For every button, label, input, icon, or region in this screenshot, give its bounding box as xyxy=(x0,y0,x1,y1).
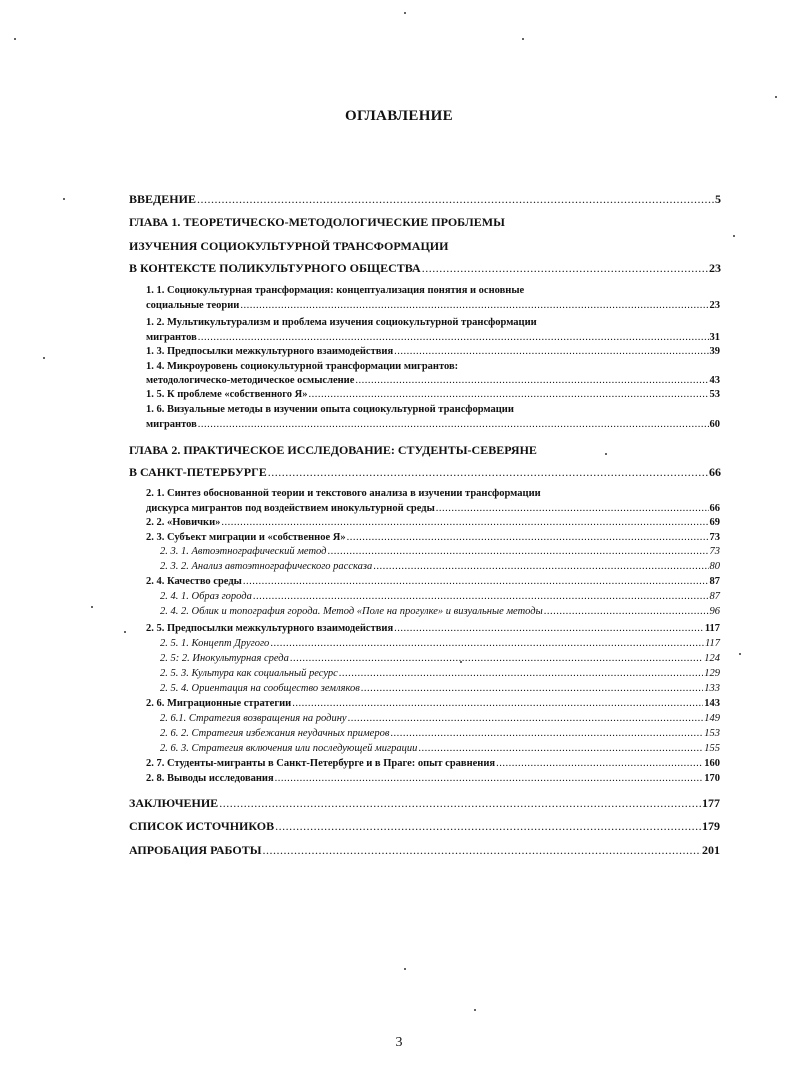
toc-subsection-2-6-3 xyxy=(160,744,720,755)
toc-section-1-4-line1: 1. 4. Микроуровень социокультурной трансформации мигрантов: xyxy=(146,361,459,372)
dot-leader xyxy=(275,820,701,832)
toc-subsection-2-4-2 xyxy=(160,607,720,618)
toc-entry-page: 66 xyxy=(709,465,721,479)
dot-leader xyxy=(290,654,703,665)
toc-entry-title: В КОНТЕКСТЕ ПОЛИКУЛЬТУРНОГО ОБЩЕСТВА xyxy=(129,261,421,275)
dot-leader xyxy=(355,376,708,387)
toc-entry-page: 5 xyxy=(715,192,721,206)
toc-entry-title: ЗАКЛЮЧЕНИЕ xyxy=(129,796,219,810)
toc-entry-page: 143 xyxy=(704,698,720,709)
dot-leader xyxy=(240,301,708,312)
dot-leader xyxy=(348,714,704,725)
toc-entry-title: 2. 5. Предпосылки межкультурного взаимодействия xyxy=(146,623,394,634)
scan-speck xyxy=(522,38,524,40)
toc-entry-title: мигрантов xyxy=(146,332,197,343)
scan-speck xyxy=(124,631,126,633)
toc-subsection-2-3-2 xyxy=(160,562,720,573)
toc-entry-page: 23 xyxy=(709,300,720,311)
dot-leader xyxy=(418,744,703,755)
scan-speck xyxy=(404,968,406,970)
toc-entry-title: АПРОБАЦИЯ РАБОТЫ xyxy=(129,843,262,857)
toc-entry-page: 87 xyxy=(709,591,720,602)
toc-section-1-2-line1: 1. 2. Мультикультурализм и проблема изучения социокультурной трансформации xyxy=(146,317,537,328)
scan-speck xyxy=(63,198,65,200)
toc-entry-title: 2. 8. Выводы исследования xyxy=(146,773,274,784)
toc-entry-title: 2. 2. «Новички» xyxy=(146,517,221,528)
toc-entry-page: 201 xyxy=(702,843,720,857)
toc-subsection-2-5-2 xyxy=(160,654,720,665)
toc-section-2-1-line1: 2. 1. Синтез обоснованной теории и текстового анализа в изучении трансформации xyxy=(146,488,541,499)
toc-entry-title: 2. 5. 3. Культура как социальный ресурс xyxy=(160,668,338,679)
toc-entry-page: 117 xyxy=(705,638,720,649)
dot-leader xyxy=(270,639,704,650)
dot-leader xyxy=(243,577,709,588)
scan-speck xyxy=(43,357,45,359)
toc-chapter1-heading-line3 xyxy=(129,262,721,274)
dot-leader xyxy=(221,518,708,529)
toc-chapter2-heading-line1: ГЛАВА 2. ПРАКТИЧЕСКОЕ ИССЛЕДОВАНИЕ: СТУДЕНТЫ-СЕВЕРЯНЕ xyxy=(129,443,537,457)
toc-entry-page: 73 xyxy=(709,532,720,543)
dot-leader xyxy=(197,193,714,205)
dot-leader xyxy=(436,504,709,515)
toc-entry-page: 39 xyxy=(709,346,720,357)
toc-entry-page: 80 xyxy=(709,561,720,572)
toc-entry-title: ВВЕДЕНИЕ xyxy=(129,192,196,206)
toc-section-2-7 xyxy=(146,759,720,770)
toc-entry-title: дискурса мигрантов под воздействием инокультурной среды xyxy=(146,503,435,514)
dot-leader xyxy=(422,262,708,274)
toc-subsection-2-5-3 xyxy=(160,669,720,680)
toc-entry-title: мигрантов xyxy=(146,419,197,430)
toc-subsection-2-6-1 xyxy=(160,714,720,725)
toc-entry-page: 73 xyxy=(709,546,720,557)
dot-leader xyxy=(361,684,703,695)
toc-entry-page: 124 xyxy=(704,653,720,664)
toc-entry-page: 170 xyxy=(704,773,720,784)
toc-section-1-6-line1: 1. 6. Визуальные методы в изучении опыта социокультурной трансформации xyxy=(146,404,514,415)
toc-entry-title: 2. 6. 2. Стратегия избежания неудачных примеров xyxy=(160,728,390,739)
toc-section-1-2-line2 xyxy=(146,333,720,344)
page-number: 3 xyxy=(395,1035,403,1050)
toc-chapter1-heading-line2: ИЗУЧЕНИЯ СОЦИОКУЛЬТУРНОЙ ТРАНСФОРМАЦИИ xyxy=(129,239,449,253)
scan-speck xyxy=(605,453,607,455)
toc-entry-references xyxy=(129,820,720,832)
toc-entry-page: 177 xyxy=(702,796,720,810)
toc-chapter2-heading-line2 xyxy=(129,466,721,478)
toc-entry-page: 133 xyxy=(704,683,720,694)
toc-section-2-6 xyxy=(146,699,720,710)
scan-speck xyxy=(14,38,16,40)
toc-entry-title: методологическо-методическое осмысление xyxy=(146,375,355,386)
toc-subsection-2-4-1 xyxy=(160,592,720,603)
page-title: ОГЛАВЛЕНИЕ xyxy=(345,108,453,124)
toc-entry-title: 2. 3. 1. Автоэтнографический метод xyxy=(160,546,327,557)
toc-subsection-2-3-1 xyxy=(160,547,720,558)
toc-section-1-1-line1: 1. 1. Социокультурная трансформация: концептуализация понятия и основные xyxy=(146,285,525,296)
toc-section-2-8 xyxy=(146,774,720,785)
toc-chapter1-heading-line1: ГЛАВА 1. ТЕОРЕТИЧЕСКО-МЕТОДОЛОГИЧЕСКИЕ ПРОБЛЕМЫ xyxy=(129,215,505,229)
toc-section-1-6-line2 xyxy=(146,420,720,431)
dot-leader xyxy=(327,547,708,558)
toc-section-2-1-line2 xyxy=(146,504,720,515)
toc-entry-page: 160 xyxy=(704,758,720,769)
toc-entry-title: 2. 4. 1. Образ города xyxy=(160,591,252,602)
toc-entry-title: 1. 5. К проблеме «собственного Я» xyxy=(146,389,308,400)
toc-entry-title: 2. 5. 4. Ориентация на сообщество земляков xyxy=(160,683,360,694)
toc-entry-title: 1. 3. Предпосылки межкультурного взаимодействия xyxy=(146,346,394,357)
scan-speck xyxy=(460,661,462,663)
dot-leader xyxy=(198,420,709,431)
dot-leader xyxy=(373,562,708,573)
dot-leader xyxy=(275,774,704,785)
toc-entry-page: 66 xyxy=(709,503,720,514)
toc-entry-introduction xyxy=(129,193,721,205)
toc-entry-page: 31 xyxy=(709,332,720,343)
toc-entry-page: 179 xyxy=(702,819,720,833)
toc-entry-page: 60 xyxy=(709,419,720,430)
toc-subsection-2-5-4 xyxy=(160,684,720,695)
toc-entry-conclusion xyxy=(129,797,720,809)
toc-entry-title: 2. 6.1. Стратегия возвращения на родину xyxy=(160,713,347,724)
toc-entry-page: 23 xyxy=(709,261,721,275)
dot-leader xyxy=(198,333,709,344)
toc-subsection-2-6-2 xyxy=(160,729,720,740)
toc-section-2-3 xyxy=(146,533,720,544)
toc-section-2-2 xyxy=(146,518,720,529)
toc-section-1-4-line2 xyxy=(146,376,720,387)
scan-speck xyxy=(733,235,735,237)
toc-entry-title: 2. 3. Субъект миграции и «собственное Я» xyxy=(146,532,346,543)
dot-leader xyxy=(253,592,709,603)
toc-entry-page: 129 xyxy=(704,668,720,679)
toc-entry-page: 155 xyxy=(704,743,720,754)
toc-section-2-5 xyxy=(146,624,720,635)
dot-leader xyxy=(544,607,709,618)
dot-leader xyxy=(339,669,703,680)
dot-leader xyxy=(496,759,703,770)
toc-entry-page: 149 xyxy=(704,713,720,724)
toc-entry-approbation xyxy=(129,844,720,856)
dot-leader xyxy=(219,797,701,809)
toc-section-1-5 xyxy=(146,390,720,401)
toc-section-1-1-line2 xyxy=(146,301,720,312)
toc-entry-page: 69 xyxy=(709,517,720,528)
toc-entry-title: 2. 3. 2. Анализ автоэтнографического рассказа xyxy=(160,561,373,572)
scan-speck xyxy=(739,653,741,655)
toc-section-2-4 xyxy=(146,577,720,588)
dot-leader xyxy=(394,624,704,635)
toc-entry-title: 2. 6. Миграционные стратегии xyxy=(146,698,292,709)
toc-entry-page: 117 xyxy=(704,623,720,634)
toc-section-1-3 xyxy=(146,347,720,358)
dot-leader xyxy=(268,466,708,478)
toc-entry-page: 53 xyxy=(709,389,720,400)
toc-entry-title: СПИСОК ИСТОЧНИКОВ xyxy=(129,819,275,833)
scan-speck xyxy=(775,96,777,98)
toc-entry-title: 2. 4. 2. Облик и топография города. Метод «Поле на прогулке» и визуальные методы xyxy=(160,606,543,617)
dot-leader xyxy=(390,729,703,740)
toc-subsection-2-5-1 xyxy=(160,639,720,650)
toc-entry-title: 2. 7. Студенты-мигранты в Санкт-Петербурге и в Праге: опыт сравнения xyxy=(146,758,496,769)
dot-leader xyxy=(263,844,701,856)
dot-leader xyxy=(347,533,709,544)
toc-entry-title: 2. 5: 2. Инокультурная среда xyxy=(160,653,289,664)
toc-entry-title: В САНКТ-ПЕТЕРБУРГЕ xyxy=(129,465,267,479)
toc-entry-title: 2. 6. 3. Стратегия включения или последующей миграции xyxy=(160,743,418,754)
scan-speck xyxy=(474,1009,476,1011)
dot-leader xyxy=(394,347,708,358)
scan-speck xyxy=(91,606,93,608)
dot-leader xyxy=(292,699,703,710)
toc-entry-page: 96 xyxy=(709,606,720,617)
toc-entry-title: социальные теории xyxy=(146,300,240,311)
toc-entry-title: 2. 5. 1. Концепт Другого xyxy=(160,638,270,649)
toc-entry-page: 153 xyxy=(704,728,720,739)
toc-entry-title: 2. 4. Качество среды xyxy=(146,576,242,587)
scan-speck xyxy=(404,12,406,14)
dot-leader xyxy=(308,390,708,401)
toc-entry-page: 43 xyxy=(709,375,720,386)
toc-entry-page: 87 xyxy=(709,576,720,587)
